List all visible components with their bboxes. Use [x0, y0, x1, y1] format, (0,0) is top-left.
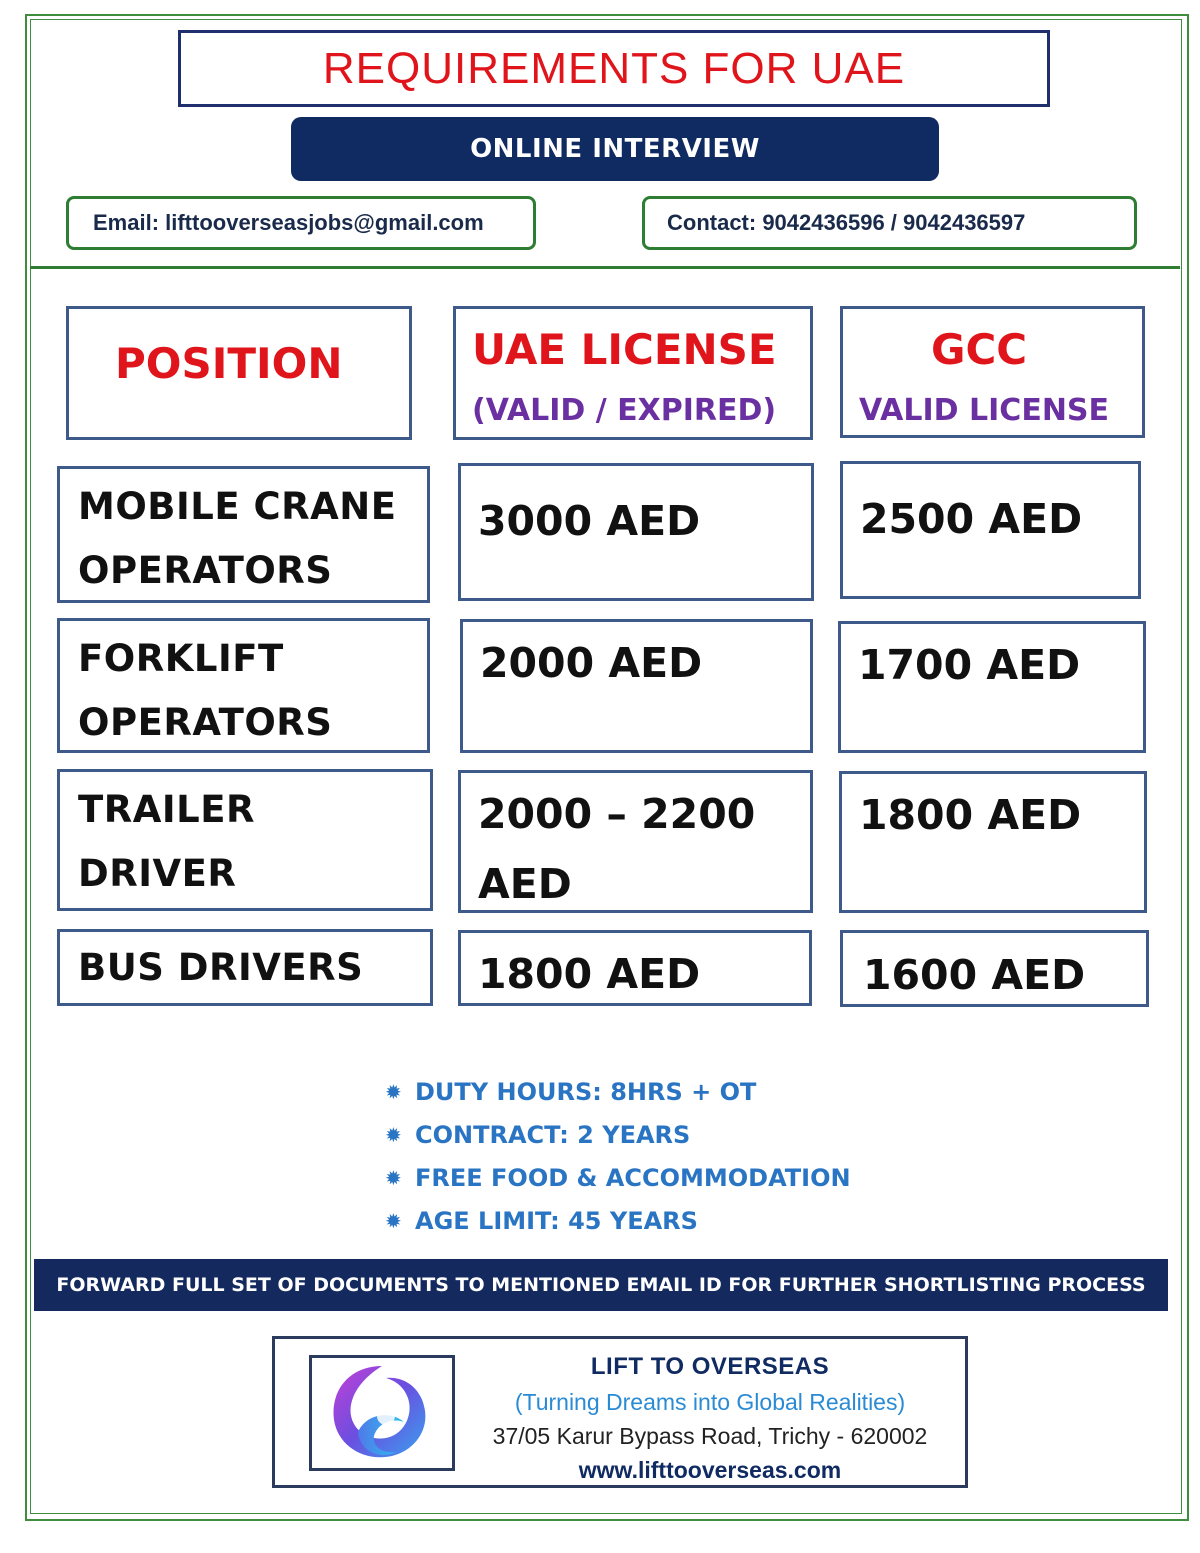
benefit-text: CONTRACT: 2 YEARS [415, 1120, 691, 1149]
company-address: 37/05 Karur Bypass Road, Trichy - 620002 [492, 1423, 928, 1449]
sunburst-bullet-icon: ✹ [385, 1165, 402, 1190]
uae-salary: 2000 AED [480, 639, 703, 687]
uae-salary: 2000 – 2200 [478, 790, 756, 838]
uae-salary: 1800 AED [478, 950, 701, 998]
position-cell [57, 618, 430, 753]
sunburst-bullet-icon: ✹ [385, 1208, 402, 1233]
benefits-list [385, 1070, 851, 1242]
uae-salary-cell [458, 930, 812, 1006]
list-item [385, 1070, 851, 1113]
position-cell [57, 769, 433, 911]
gcc-salary: 1700 AED [858, 641, 1081, 689]
position-line: OPERATORS [78, 701, 333, 744]
list-item [385, 1113, 851, 1156]
position-line: TRAILER [78, 788, 255, 831]
logo-frame [309, 1355, 455, 1471]
sunburst-bullet-icon: ✹ [385, 1122, 402, 1147]
sunburst-bullet-icon: ✹ [385, 1079, 402, 1104]
gcc-salary: 1800 AED [859, 791, 1082, 839]
online-interview-banner [291, 117, 939, 181]
header-gcc-cell [840, 306, 1145, 438]
uae-salary-cell [460, 619, 813, 753]
header-position-cell [66, 306, 412, 440]
header-uae-cell [453, 306, 813, 440]
uae-salary-cell [458, 463, 814, 601]
company-name: LIFT TO OVERSEAS [590, 1353, 830, 1380]
list-item [385, 1156, 851, 1199]
benefit-text: FREE FOOD & ACCOMMODATION [415, 1163, 851, 1192]
online-interview-label: ONLINE INTERVIEW [470, 134, 760, 164]
uae-salary-cell [458, 770, 813, 913]
position-line: DRIVER [78, 852, 237, 895]
section-divider [30, 266, 1180, 269]
title-box [178, 30, 1050, 107]
header-uae-validity: (VALID / EXPIRED) [472, 393, 777, 428]
page-title: REQUIREMENTS FOR UAE [322, 43, 906, 93]
company-footer [272, 1336, 968, 1488]
email-text: Email: lifttooverseasjobs@gmail.com [93, 210, 484, 235]
email-box[interactable] [66, 196, 536, 250]
gcc-salary: 1600 AED [863, 951, 1086, 999]
company-tagline: (Turning Dreams into Global Realities) [514, 1389, 906, 1415]
uae-salary: AED [478, 860, 572, 908]
list-item [385, 1199, 851, 1242]
contact-text: Contact: 9042436596 / 9042436597 [667, 210, 1026, 235]
gcc-salary-cell [838, 621, 1146, 753]
gcc-salary: 2500 AED [860, 495, 1083, 543]
benefit-text: AGE LIMIT: 45 YEARS [415, 1206, 698, 1235]
position-line: BUS DRIVERS [78, 946, 364, 989]
position-cell [57, 466, 430, 603]
company-details [475, 1349, 945, 1487]
header-uae-license: UAE LICENSE [472, 325, 777, 374]
gcc-salary-cell [839, 771, 1147, 913]
uae-salary: 3000 AED [478, 497, 701, 545]
position-line: MOBILE CRANE [78, 485, 397, 528]
position-line: OPERATORS [78, 549, 333, 592]
header-gcc-validity: VALID LICENSE [859, 393, 1110, 428]
company-website-link[interactable]: www.lifttooverseas.com [578, 1457, 842, 1483]
gcc-salary-cell [840, 461, 1141, 599]
benefit-text: DUTY HOURS: 8HRS + OT [415, 1077, 757, 1106]
contact-box[interactable] [642, 196, 1137, 250]
swirl-logo-icon [312, 1358, 452, 1468]
forward-documents-banner [34, 1259, 1168, 1311]
position-cell [57, 929, 433, 1006]
header-gcc: GCC [931, 325, 1028, 374]
header-position: POSITION [115, 339, 343, 388]
position-line: FORKLIFT [78, 637, 284, 680]
gcc-salary-cell [840, 930, 1149, 1007]
forward-documents-text: FORWARD FULL SET OF DOCUMENTS TO MENTIONED EMAIL ID FOR FURTHER SHORTLISTING PROCESS [56, 1274, 1146, 1296]
